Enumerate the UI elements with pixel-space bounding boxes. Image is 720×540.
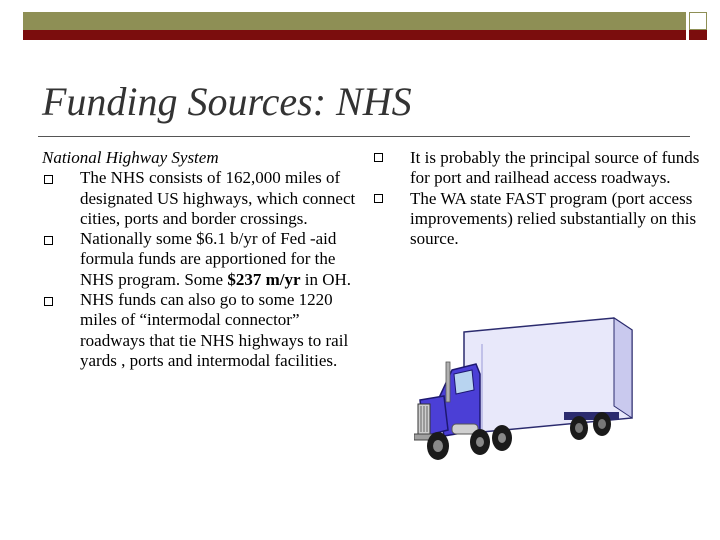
decorative-header-band (23, 12, 707, 40)
right-column (410, 148, 700, 249)
bullet-text: NHS funds can also go to some 1220 miles of “intermodal connector” roadways that tie NHS highways to rail yards , ports and intermodal facilities. (80, 290, 349, 370)
cab-window (454, 370, 474, 394)
title-divider (38, 136, 690, 137)
slide-title: Funding Sources: NHS (42, 79, 412, 124)
drive-hub (498, 433, 506, 443)
square-bullet-icon (374, 153, 383, 162)
bullet-text: in OH. (300, 269, 352, 289)
square-bullet-icon (44, 297, 53, 306)
header-band-red (23, 30, 686, 40)
front-hub (433, 440, 443, 452)
square-bullet-icon (44, 175, 53, 184)
header-band-square-red (689, 30, 707, 40)
trailer-chassis (564, 412, 619, 420)
exhaust-stack (446, 362, 450, 402)
header-band-green (23, 12, 686, 30)
bullet-item (410, 148, 700, 189)
bullet-text: The NHS consists of 162,000 miles of designated US highways, which connect cities, ports and border crossings. (80, 168, 356, 228)
square-bullet-icon (374, 194, 383, 203)
bullet-item (42, 229, 357, 290)
bullet-item (410, 189, 700, 250)
bullet-text: Nationally some $6.1 b/yr of Fed -aid formula funds are apportioned for the NHS program. Some (80, 229, 337, 289)
semi-truck-illustration (414, 300, 640, 470)
bullet-text: It is probably the principal source of funds for port and railhead access roadways. (410, 148, 700, 188)
header-band-square (689, 12, 707, 30)
trailer-end (614, 318, 632, 418)
rear-hub (598, 419, 606, 429)
bullet-item (42, 168, 357, 229)
square-bullet-icon (44, 236, 53, 245)
drive-hub (476, 437, 484, 447)
bullet-text: The WA state FAST program (port access improvements) relied substantially on this source. (410, 188, 697, 249)
rear-hub (575, 423, 583, 433)
bullet-item (42, 290, 357, 371)
bullet-bold-text: $237 m/yr (227, 269, 301, 289)
section-heading: National Highway System (42, 148, 219, 167)
left-column (42, 148, 357, 371)
